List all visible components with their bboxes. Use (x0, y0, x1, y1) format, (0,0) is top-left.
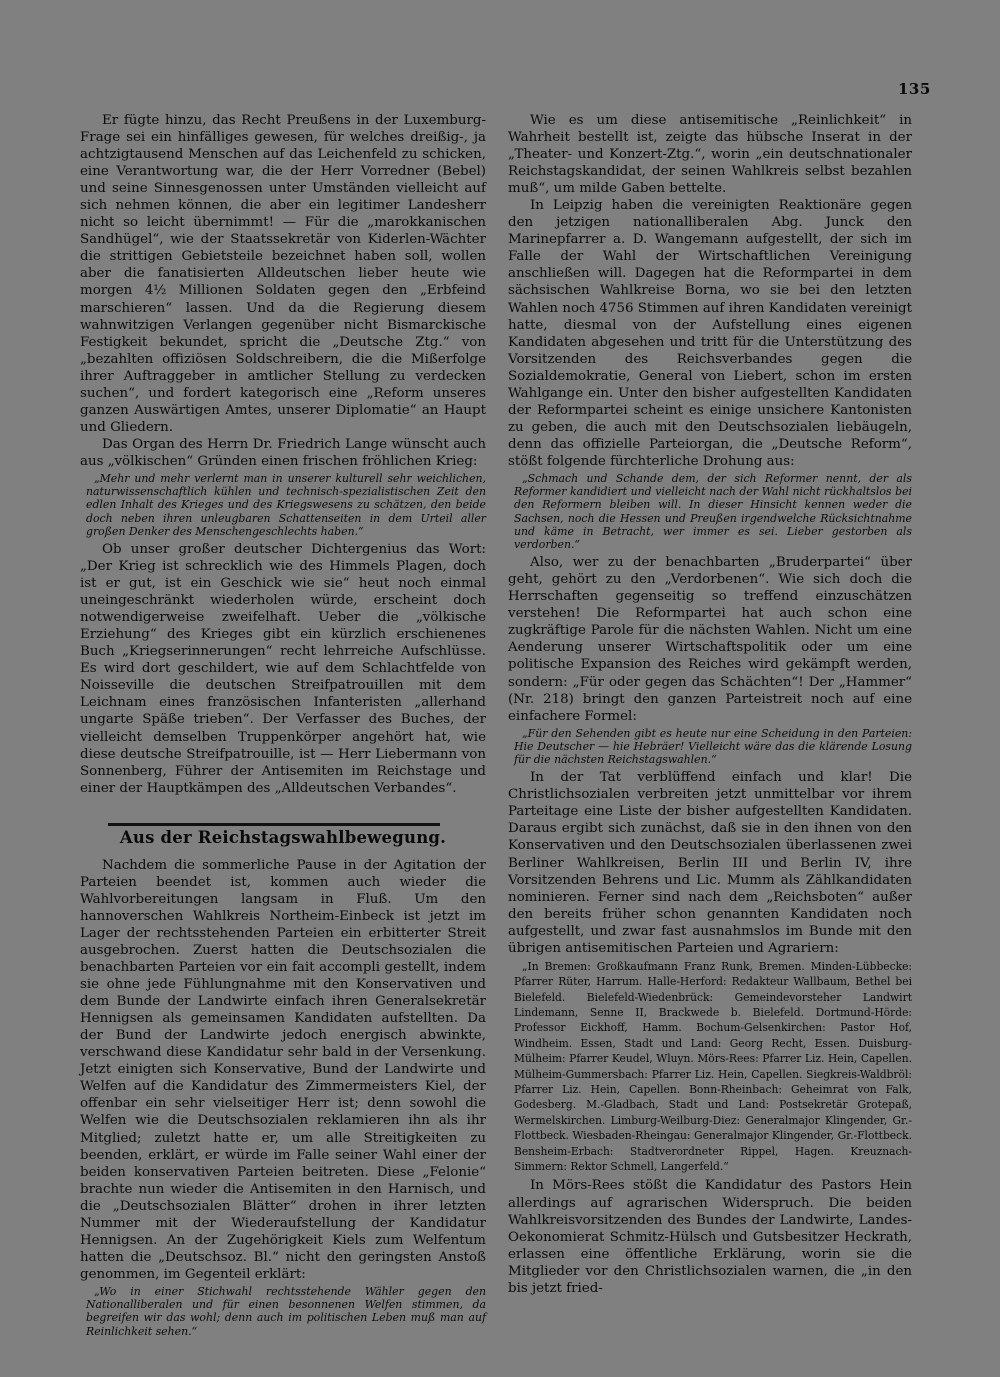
paragraph: In Mörs-Rees stößt die Kandidatur des Pastors Hein allerdings auf agrarischen Widerspruch. Die beiden Wahlkreisvorsitzenden des Bundes der Landwirte, Landes-Oekonomierat Schmitz-Hülsch und Gutsbesitzer Heckrath, erlassen eine öffentliche Erklärung, worin sie die Mitglieder vor den Christlichsozialen warnen, die „in den bis jetzt fried- (508, 1178, 912, 1296)
block-quote: „Für den Sehenden gibt es heute nur eine Scheidung in den Parteien: Hie Deutscher — hie Hebräer! Vielleicht wäre das die klärende Losung für die nächsten Reichstagswahlen.“ (514, 726, 912, 767)
right-column (508, 112, 912, 1297)
paragraph: Also, wer zu der benachbarten „Bruderpartei“ über geht, gehört zu den „Verdorbenen“. Wie sich doch die Herrschaften gegenseitig so treffend einzuschätzen verstehen! Die Reformpartei hat auch schon eine zugkräftige Parole für die nächsten Wahlen. Nicht um eine Aenderung unserer Wirtschaftspolitik oder um eine politische Expansion des Reiches wird gekämpft werden, sondern: „Für oder gegen das Schächten“! Der „Hammer“ (Nr. 218) bringt den ganzen Parteistreit noch auf eine einfachere Formel: (508, 555, 912, 724)
block-quote: „Wo in einer Stichwahl rechtsstehende Wähler gegen den Nationalliberalen und für einen besonnenen Welfen stimmen, da begreifen wir das wohl; denn auch im politischen Leben muß man auf Reinlichkeit sehen.“ (86, 1284, 486, 1338)
section-divider (108, 823, 440, 826)
paragraph: In der Tat verblüffend einfach und klar! Die Christlichsozialen verbreiten jetzt unmittelbar vor ihrem Parteitage eine Liste der bisher aufgestellten Kandidaten. Daraus ergibt sich zunächst, daß sie in den ihnen von den Konservativen und den Deutschsozialen überlassenen zwei Berliner Wahlkreisen, Berlin III und Berlin IV, ihre Vorsitzenden Behrens und Lic. Mumm als Zählkandidaten nominieren. Ferner sind nach dem „Reichsboten“ außer den bereits früher schon genannten Kandidaten noch aufgestellt, und zwar fast ausnahmslos im Bunde mit den übrigen antisemitischen Parteien und Agrariern: (508, 770, 912, 956)
page-number: 135 (898, 80, 931, 98)
left-column (80, 112, 486, 1341)
paragraph: Nachdem die sommerliche Pause in der Agitation der Parteien beendet ist, kommen auch wieder die Wahlvorbereitungen langsam in Fluß. Um den hannoverschen Wahlkreis Northeim-Einbeck ist jetzt im Lager der rechtsstehenden Parteien ein erbitterter Streit ausgebrochen. Zuerst hatten die Deutschsozialen die benachbarten Parteien vor ein fait accompli gestellt, indem sie ohne jede Fühlungnahme mit den Konservativen und dem Bunde der Landwirte einfach ihren Generalsekretär Hennigsen als gemeinsamen Kandidaten aufstellten. Da der Bund der Landwirte jedoch energisch abwinkte, verschwand diese Kandidatur sehr bald in der Versenkung. Jetzt einigten sich Konservative, Bund der Landwirte und Welfen auf die Kandidatur des Zimmermeisters Kiel, der offenbar ein sehr vielseitiger Herr ist; denn sowohl die Welfen wie die Deutschsozialen reklamieren ihn als ihr Mitglied; zuletzt hatte er, um alle Streitigkeiten zu beenden, erklärt, er würde im Falle seiner Wahl einer der beiden konservativen Parteien beitreten. Diese „Felonie“ brachte nun wieder die Antisemiten in den Harnisch, und die „Deutschsozialen Blätter“ drohen in ihrer letzten Nummer mit der Wiederaufstellung der Kandidatur Hennigsen. An der Zugehörigkeit Kiels zum Welfentum hatten die „Deutschsoz. Bl.“ nicht den geringsten Anstoß genommen, im Gegenteil erklärt: (80, 857, 486, 1282)
paragraph: In Leipzig haben die vereinigten Reaktionäre gegen den jetzigen nationalliberalen Abg. Junck den Marinepfarrer a. D. Wangemann aufgestellt, der sich im Falle der Wahl der Wirtschaftlichen Vereinigung anschließen will. Dagegen hat die Reformpartei in dem sächsischen Wahlkreise Borna, wo sie bei den letzten Wahlen noch 4756 Stimmen auf ihren Kandidaten vereinigt hatte, diesmal von der Aufstellung eines eigenen Kandidaten abgesehen und tritt für die Unterstützung des Vorsitzenden des Reichsverbandes gegen die Sozialdemokratie, General von Liebert, schon im ersten Wahlgange ein. Unter den bisher aufgestellten Kandidaten der Reformpartei scheint es einige unsichere Kantonisten zu geben, die auch mit den Deutschsozialen liebäugeln, denn das offizielle Parteiorgan, die „Deutsche Reform“, stößt folgende fürchterliche Drohung aus: (508, 198, 912, 469)
paragraph: Das Organ des Herrn Dr. Friedrich Lange wünscht auch aus „völkischen“ Gründen einen frischen fröhlichen Krieg: (80, 436, 486, 469)
paragraph: Ob unser großer deutscher Dichtergenius das Wort: „Der Krieg ist schrecklich wie des Himmels Plagen, doch ist er gut, ist ein Geschick wie sie“ heut noch einmal uneingeschränkt wiederholen würde, erscheint doch notwendigerweise zweifelhaft. Ueber die „völkische Erziehung“ des Krieges gibt ein kürzlich erschienenes Buch „Kriegserinnerungen“ recht lehrreiche Aufschlüsse. Es wird dort geschildert, wie auf dem Schlachtfelde von Noisseville die deutschen Streifpatrouillen mit dem Leichnam eines französischen Infanteristen „allerhand ungarte Späße trieben“. Der Verfasser des Buches, der vielleicht demselben Truppenkörper angehört hat, wie diese deutsche Streifpatrouille, ist — Herr Liebermann von Sonnenberg, Führer der Antisemiten im Reichstage und einer der Hauptkämpen des „Alldeutschen Verbandes“. (80, 542, 486, 796)
paragraph: Er fügte hinzu, das Recht Preußens in der Luxemburg-Frage sei ein hinfälliges gewesen, für welches dreißig-, ja achtzigtausend Menschen auf das Leichenfeld zu schicken, eine Verantwortung war, die der Herr Vorredner (Bebel) und seine Sinnesgenossen unter Umständen vielleicht auf sich nehmen können, die aber ein legitimer Landesherr nicht so leicht übernimmt! — Für die „marokkanischen Sandhügel“, wie der Staatssekretär von Kiderlen-Wächter die strittigen Gebietsteile bezeichnet haben soll, wollen aber die fanatisierten Alldeutschen lieber heute wie morgen 4½ Millionen Soldaten gegen den „Erbfeind marschieren“ lassen. Und da die Regierung diesem wahnwitzigen Verlangen gegenüber nicht Bismarckische Festigkeit bekundet, spricht die „Deutsche Ztg.“ von „bezahlten offiziösen Soldschreibern, die die Mißerfolge ihrer Auftraggeber in amtlicher Stellung zu verdecken suchen“, und fordert kategorisch eine „Reform unseres ganzen Auswärtigen Amtes, unserer Diplomatie“ an Haupt und Gliedern. (80, 113, 486, 435)
paragraph: Wie es um diese antisemitische „Reinlichkeit“ in Wahrheit bestellt ist, zeigte das hübsche Inserat in der „Theater- und Konzert-Ztg.“, worin „ein deutschnationaler Reichstagskandidat, der seinen Wahlkreis selbst bezahlen muß“, um milde Gaben bettelte. (508, 113, 912, 197)
block-quote: „Schmach und Schande dem, der sich Reformer nennt, der als Reformer kandidiert und vielleicht nach der Wahl nicht rückhaltslos bei den Reformern bleiben will. In dieser Hinsicht kennen weder die Sachsen, noch die Hessen und Preußen irgendwelche Rücksichtnahme und käme in Betracht, wer immer es sei. Lieber gestorben als verdorben.“ (514, 471, 912, 551)
candidate-list: „In Bremen: Großkaufmann Franz Runk, Bremen. Minden-Lübbecke: Pfarrer Rüter, Harrum. Halle-Herford: Redakteur Wallbaum, Bethel bei Bielefeld. Bielefeld-Wiedenbrück: Gemeindevorsteher Landwirt Lindemann, Senne II, Brackwede b. Bielefeld. Dortmund-Hörde: Professor Eickhoff, Hamm. Bochum-Gelsenkirchen: Pastor Hof, Windheim. Essen, Stadt und Land: Georg Recht, Essen. Duisburg-Mülheim: Pfarrer Keudel, Wluyn. Mörs-Rees: Pfarrer Liz. Hein, Capellen. Mülheim-Gummersbach: Pfarrer Liz. Hein, Capellen. Siegkreis-Waldbröl: Pfarrer Liz. Hein, Capellen. Bonn-Rheinbach: Geheimrat von Falk, Godesberg. M.-Gladbach, Stadt und Land: Postsekretär Grotepaß, Wermelskirchen. Limburg-Weilburg-Diez: Generalmajor Klingender, Gr.-Flottbeck. Wiesbaden-Rheingau: Generalmajor Klingender, Gr.-Flottbeck. Bensheim-Erbach: Stadtverordneter Rippel, Hagen. Kreuznach-Simmern: Rektor Schmell, Langerfeld.“ (514, 959, 912, 1174)
block-quote: „Mehr und mehr verlernt man in unserer kulturell sehr weichlichen, naturwissenschaftlich kühlen und technisch-spezialistischen Zeit den edlen Inhalt des Krieges und des Kriegswesens zu schätzen, den beide doch neben ihren unleugbaren Schattenseiten in dem Urteil aller großen Denker des Menschengeschlechts haben.“ (86, 471, 486, 538)
section-heading: Aus der Reichstagswahlbewegung. (119, 827, 447, 847)
